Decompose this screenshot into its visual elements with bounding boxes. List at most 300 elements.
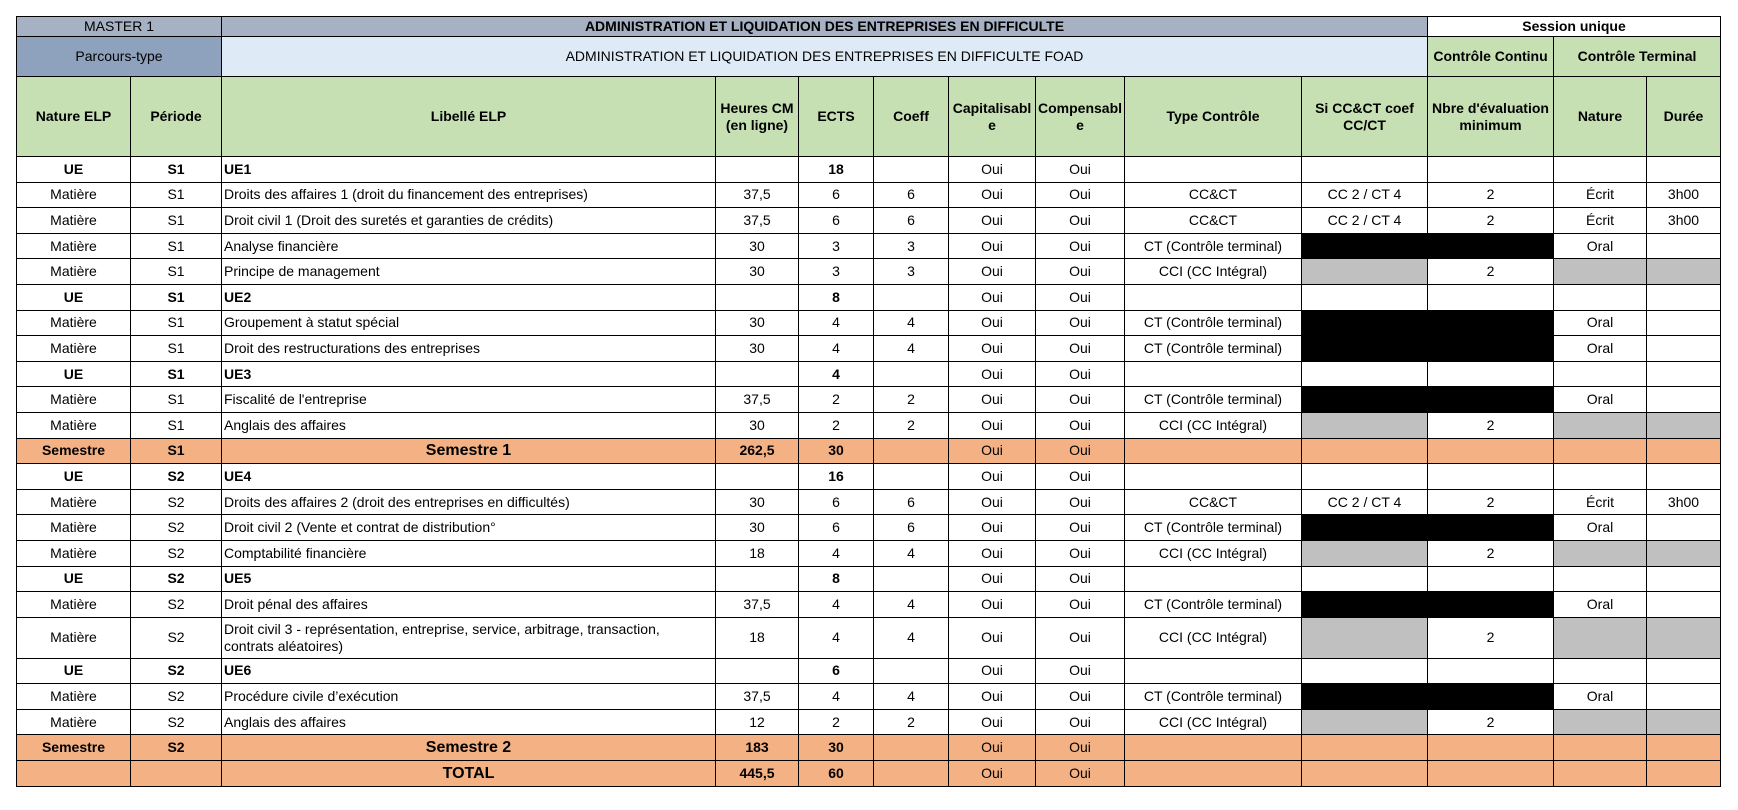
heures-cell: 445,5 (716, 761, 799, 787)
heures-cell: 37,5 (716, 592, 799, 618)
libelle-cell: Anglais des affaires (222, 709, 716, 735)
libelle-cell: Semestre 2 (222, 735, 716, 761)
type-controle-cell: CC&CT (1125, 489, 1302, 515)
nature-cell: Matière (17, 336, 131, 362)
libelle-cell: Procédure civile d’exécution (222, 684, 716, 710)
ects-cell: 6 (799, 208, 874, 234)
capitalisable-cell: Oui (949, 438, 1036, 464)
si-cc-ct-cell (1302, 361, 1428, 387)
nature-cell: Matière (17, 233, 131, 259)
periode-cell: S1 (131, 438, 222, 464)
semestre-row (17, 761, 1721, 787)
ct-nature-cell: Écrit (1554, 489, 1647, 515)
ects-cell: 2 (799, 709, 874, 735)
capitalisable-cell: Oui (949, 566, 1036, 592)
ue-row (17, 658, 1721, 684)
type-controle-cell: CCI (CC Intégral) (1125, 259, 1302, 285)
nature-cell: Matière (17, 515, 131, 541)
periode-cell (131, 761, 222, 787)
coeff-cell: 6 (874, 182, 949, 208)
type-controle-cell (1125, 361, 1302, 387)
matiere-row (17, 617, 1721, 658)
duree-cell (1647, 412, 1721, 438)
libelle-cell: Droits des affaires 2 (droit des entreprises en difficultés) (222, 489, 716, 515)
compensable-cell: Oui (1036, 310, 1125, 336)
capitalisable-cell: Oui (949, 540, 1036, 566)
duree-cell (1647, 540, 1721, 566)
libelle-cell: UE3 (222, 361, 716, 387)
capitalisable-cell: Oui (949, 489, 1036, 515)
heures-cell (716, 361, 799, 387)
duree-cell (1647, 761, 1721, 787)
coeff-cell: 6 (874, 208, 949, 234)
coeff-cell (874, 566, 949, 592)
compensable-cell: Oui (1036, 336, 1125, 362)
coeff-cell (874, 157, 949, 183)
si-cc-ct-cell (1302, 233, 1428, 259)
compensable-cell: Oui (1036, 157, 1125, 183)
si-cc-ct-cell (1302, 387, 1428, 413)
nature-cell: UE (17, 566, 131, 592)
compensable-cell: Oui (1036, 208, 1125, 234)
col-nbre-evaluation: Nbre d'évaluation minimum (1428, 77, 1554, 157)
periode-cell: S2 (131, 515, 222, 541)
coeff-cell (874, 464, 949, 490)
nature-cell: Matière (17, 709, 131, 735)
compensable-cell: Oui (1036, 259, 1125, 285)
col-ct-nature: Nature (1554, 77, 1647, 157)
ct-nature-cell (1554, 566, 1647, 592)
ct-nature-cell (1554, 361, 1647, 387)
si-cc-ct-cell (1302, 438, 1428, 464)
ct-nature-cell (1554, 464, 1647, 490)
nbre-evaluation-cell (1428, 310, 1554, 336)
si-cc-ct-cell (1302, 464, 1428, 490)
ects-cell: 8 (799, 284, 874, 310)
libelle-cell: Droits des affaires 1 (droit du financement des entreprises) (222, 182, 716, 208)
periode-cell: S2 (131, 684, 222, 710)
semestre-row (17, 438, 1721, 464)
ct-nature-cell: Oral (1554, 310, 1647, 336)
capitalisable-cell: Oui (949, 592, 1036, 618)
libelle-cell: Droit civil 1 (Droit des suretés et garanties de crédits) (222, 208, 716, 234)
ct-nature-cell (1554, 157, 1647, 183)
nature-cell: Matière (17, 208, 131, 234)
nature-cell: Matière (17, 617, 131, 658)
ct-nature-cell (1554, 709, 1647, 735)
type-controle-cell: CT (Contrôle terminal) (1125, 233, 1302, 259)
heures-cell (716, 566, 799, 592)
duree-cell (1647, 709, 1721, 735)
periode-cell: S1 (131, 208, 222, 234)
ects-cell: 4 (799, 617, 874, 658)
capitalisable-cell: Oui (949, 157, 1036, 183)
ects-cell: 3 (799, 233, 874, 259)
periode-cell: S2 (131, 617, 222, 658)
duree-cell (1647, 658, 1721, 684)
type-controle-cell (1125, 658, 1302, 684)
nbre-evaluation-cell (1428, 515, 1554, 541)
ct-nature-cell: Oral (1554, 592, 1647, 618)
nature-cell: Matière (17, 182, 131, 208)
heures-cell: 30 (716, 336, 799, 362)
nature-cell: Matière (17, 684, 131, 710)
type-controle-cell: CC&CT (1125, 182, 1302, 208)
nature-cell: Semestre (17, 438, 131, 464)
matiere-row (17, 208, 1721, 234)
nature-cell: UE (17, 284, 131, 310)
ects-cell: 6 (799, 515, 874, 541)
periode-cell: S1 (131, 387, 222, 413)
periode-cell: S2 (131, 464, 222, 490)
nature-cell: UE (17, 361, 131, 387)
duree-cell (1647, 515, 1721, 541)
column-header-row (17, 77, 1721, 157)
si-cc-ct-cell (1302, 735, 1428, 761)
nbre-evaluation-cell (1428, 658, 1554, 684)
heures-cell: 37,5 (716, 182, 799, 208)
libelle-cell: UE6 (222, 658, 716, 684)
heures-cell: 262,5 (716, 438, 799, 464)
ects-cell: 4 (799, 684, 874, 710)
ct-nature-cell (1554, 284, 1647, 310)
ects-cell: 30 (799, 735, 874, 761)
ct-nature-cell (1554, 735, 1647, 761)
duree-cell: 3h00 (1647, 489, 1721, 515)
coeff-cell (874, 761, 949, 787)
duree-cell (1647, 566, 1721, 592)
capitalisable-cell: Oui (949, 259, 1036, 285)
nbre-evaluation-cell (1428, 464, 1554, 490)
ects-cell: 4 (799, 540, 874, 566)
capitalisable-cell: Oui (949, 310, 1036, 336)
heures-cell: 30 (716, 259, 799, 285)
coeff-cell: 4 (874, 336, 949, 362)
compensable-cell: Oui (1036, 515, 1125, 541)
nature-cell: Matière (17, 540, 131, 566)
libelle-cell: UE5 (222, 566, 716, 592)
ct-nature-cell: Oral (1554, 684, 1647, 710)
type-controle-cell: CCI (CC Intégral) (1125, 412, 1302, 438)
periode-cell: S1 (131, 310, 222, 336)
si-cc-ct-cell (1302, 157, 1428, 183)
duree-cell: 3h00 (1647, 182, 1721, 208)
nbre-evaluation-cell: 2 (1428, 412, 1554, 438)
si-cc-ct-cell (1302, 310, 1428, 336)
type-controle-cell (1125, 566, 1302, 592)
ue-row (17, 566, 1721, 592)
compensable-cell: Oui (1036, 761, 1125, 787)
coeff-cell (874, 361, 949, 387)
col-nature: Nature ELP (17, 77, 131, 157)
ct-nature-cell (1554, 658, 1647, 684)
si-cc-ct-cell (1302, 540, 1428, 566)
libelle-cell: Groupement à statut spécial (222, 310, 716, 336)
libelle-cell: Semestre 1 (222, 438, 716, 464)
libelle-cell: Droit pénal des affaires (222, 592, 716, 618)
periode-cell: S2 (131, 592, 222, 618)
ct-nature-cell (1554, 412, 1647, 438)
compensable-cell: Oui (1036, 233, 1125, 259)
ects-cell: 8 (799, 566, 874, 592)
nbre-evaluation-cell: 2 (1428, 617, 1554, 658)
ct-nature-cell (1554, 540, 1647, 566)
nbre-evaluation-cell: 2 (1428, 709, 1554, 735)
ct-nature-cell (1554, 761, 1647, 787)
si-cc-ct-cell (1302, 709, 1428, 735)
matiere-row (17, 684, 1721, 710)
capitalisable-cell: Oui (949, 617, 1036, 658)
col-type-controle: Type Contrôle (1125, 77, 1302, 157)
coeff-cell: 6 (874, 489, 949, 515)
periode-cell: S1 (131, 361, 222, 387)
compensable-cell: Oui (1036, 709, 1125, 735)
libelle-cell: Droit civil 2 (Vente et contrat de distribution° (222, 515, 716, 541)
si-cc-ct-cell (1302, 658, 1428, 684)
si-cc-ct-cell: CC 2 / CT 4 (1302, 182, 1428, 208)
capitalisable-cell: Oui (949, 284, 1036, 310)
matiere-row (17, 387, 1721, 413)
parcours-label: Parcours-type (17, 37, 222, 77)
type-controle-cell: CT (Contrôle terminal) (1125, 387, 1302, 413)
si-cc-ct-cell (1302, 617, 1428, 658)
compensable-cell: Oui (1036, 566, 1125, 592)
duree-cell (1647, 259, 1721, 285)
si-cc-ct-cell (1302, 515, 1428, 541)
ue-row (17, 157, 1721, 183)
duree-cell (1647, 617, 1721, 658)
ects-cell: 18 (799, 157, 874, 183)
nbre-evaluation-cell (1428, 361, 1554, 387)
libelle-cell: UE1 (222, 157, 716, 183)
capitalisable-cell: Oui (949, 336, 1036, 362)
coeff-cell (874, 658, 949, 684)
libelle-cell: UE4 (222, 464, 716, 490)
si-cc-ct-cell (1302, 259, 1428, 285)
nature-cell: Matière (17, 310, 131, 336)
libelle-cell: TOTAL (222, 761, 716, 787)
periode-cell: S2 (131, 735, 222, 761)
col-capitalisable: Capitalisable (949, 77, 1036, 157)
coeff-cell: 4 (874, 684, 949, 710)
col-heures: Heures CM (en ligne) (716, 77, 799, 157)
ects-cell: 6 (799, 489, 874, 515)
coeff-cell (874, 735, 949, 761)
compensable-cell: Oui (1036, 540, 1125, 566)
matiere-row (17, 182, 1721, 208)
type-controle-cell (1125, 438, 1302, 464)
capitalisable-cell: Oui (949, 387, 1036, 413)
capitalisable-cell: Oui (949, 464, 1036, 490)
heures-cell: 30 (716, 233, 799, 259)
type-controle-cell: CCI (CC Intégral) (1125, 617, 1302, 658)
type-controle-cell: CC&CT (1125, 208, 1302, 234)
capitalisable-cell: Oui (949, 684, 1036, 710)
compensable-cell: Oui (1036, 464, 1125, 490)
capitalisable-cell: Oui (949, 761, 1036, 787)
type-controle-cell: CT (Contrôle terminal) (1125, 515, 1302, 541)
heures-cell: 30 (716, 515, 799, 541)
matiere-row (17, 233, 1721, 259)
matiere-row (17, 515, 1721, 541)
ects-cell: 3 (799, 259, 874, 285)
program-title: ADMINISTRATION ET LIQUIDATION DES ENTREPRISES EN DIFFICULTE (222, 17, 1428, 37)
coeff-cell (874, 438, 949, 464)
libelle-cell: Droit des restructurations des entreprises (222, 336, 716, 362)
si-cc-ct-cell (1302, 336, 1428, 362)
nbre-evaluation-cell (1428, 157, 1554, 183)
matiere-row (17, 336, 1721, 362)
capitalisable-cell: Oui (949, 361, 1036, 387)
ue-row (17, 464, 1721, 490)
nature-cell (17, 761, 131, 787)
nature-cell: Matière (17, 259, 131, 285)
duree-cell (1647, 735, 1721, 761)
nature-cell: Semestre (17, 735, 131, 761)
ects-cell: 60 (799, 761, 874, 787)
ct-nature-cell: Oral (1554, 336, 1647, 362)
libelle-cell: Principe de management (222, 259, 716, 285)
heures-cell (716, 284, 799, 310)
compensable-cell: Oui (1036, 284, 1125, 310)
elp-table (16, 16, 1721, 787)
header-row-1 (17, 17, 1721, 37)
compensable-cell: Oui (1036, 735, 1125, 761)
master-cell: MASTER 1 (17, 17, 222, 37)
capitalisable-cell: Oui (949, 412, 1036, 438)
col-libelle: Libellé ELP (222, 77, 716, 157)
type-controle-cell: CT (Contrôle terminal) (1125, 310, 1302, 336)
nbre-evaluation-cell (1428, 387, 1554, 413)
col-compensable: Compensable (1036, 77, 1125, 157)
capitalisable-cell: Oui (949, 208, 1036, 234)
semestre-row (17, 735, 1721, 761)
nbre-evaluation-cell (1428, 336, 1554, 362)
nbre-evaluation-cell: 2 (1428, 208, 1554, 234)
si-cc-ct-cell (1302, 684, 1428, 710)
periode-cell: S1 (131, 233, 222, 259)
nature-cell: UE (17, 658, 131, 684)
matiere-row (17, 310, 1721, 336)
duree-cell (1647, 592, 1721, 618)
matiere-row (17, 540, 1721, 566)
heures-cell: 30 (716, 489, 799, 515)
compensable-cell: Oui (1036, 684, 1125, 710)
si-cc-ct-cell (1302, 761, 1428, 787)
coeff-cell: 2 (874, 387, 949, 413)
si-cc-ct-cell (1302, 284, 1428, 310)
type-controle-cell (1125, 761, 1302, 787)
periode-cell: S2 (131, 709, 222, 735)
ct-nature-cell (1554, 259, 1647, 285)
compensable-cell: Oui (1036, 658, 1125, 684)
controle-continu-header: Contrôle Continu (1428, 37, 1554, 77)
libelle-cell: Anglais des affaires (222, 412, 716, 438)
periode-cell: S1 (131, 157, 222, 183)
matiere-row (17, 259, 1721, 285)
ects-cell: 4 (799, 310, 874, 336)
coeff-cell: 4 (874, 310, 949, 336)
capitalisable-cell: Oui (949, 182, 1036, 208)
coeff-cell: 3 (874, 259, 949, 285)
nature-cell: Matière (17, 592, 131, 618)
coeff-cell: 3 (874, 233, 949, 259)
duree-cell (1647, 361, 1721, 387)
libelle-cell: Analyse financière (222, 233, 716, 259)
coeff-cell: 4 (874, 617, 949, 658)
coeff-cell: 4 (874, 540, 949, 566)
duree-cell (1647, 310, 1721, 336)
compensable-cell: Oui (1036, 592, 1125, 618)
ue-row (17, 284, 1721, 310)
libelle-cell: UE2 (222, 284, 716, 310)
coeff-cell: 2 (874, 709, 949, 735)
ct-nature-cell: Oral (1554, 387, 1647, 413)
ct-nature-cell (1554, 438, 1647, 464)
periode-cell: S1 (131, 412, 222, 438)
periode-cell: S1 (131, 336, 222, 362)
type-controle-cell: CCI (CC Intégral) (1125, 540, 1302, 566)
ue-row (17, 361, 1721, 387)
ects-cell: 30 (799, 438, 874, 464)
type-controle-cell: CCI (CC Intégral) (1125, 709, 1302, 735)
col-periode: Période (131, 77, 222, 157)
nbre-evaluation-cell (1428, 684, 1554, 710)
duree-cell (1647, 233, 1721, 259)
type-controle-cell: CT (Contrôle terminal) (1125, 336, 1302, 362)
nbre-evaluation-cell (1428, 735, 1554, 761)
type-controle-cell (1125, 284, 1302, 310)
ct-nature-cell: Écrit (1554, 208, 1647, 234)
duree-cell (1647, 284, 1721, 310)
heures-cell: 37,5 (716, 387, 799, 413)
compensable-cell: Oui (1036, 361, 1125, 387)
heures-cell: 183 (716, 735, 799, 761)
periode-cell: S1 (131, 284, 222, 310)
ects-cell: 4 (799, 592, 874, 618)
duree-cell (1647, 387, 1721, 413)
compensable-cell: Oui (1036, 489, 1125, 515)
ects-cell: 4 (799, 361, 874, 387)
heures-cell: 18 (716, 540, 799, 566)
ects-cell: 6 (799, 658, 874, 684)
compensable-cell: Oui (1036, 182, 1125, 208)
type-controle-cell: CT (Contrôle terminal) (1125, 592, 1302, 618)
heures-cell: 30 (716, 310, 799, 336)
nature-cell: UE (17, 464, 131, 490)
heures-cell (716, 157, 799, 183)
type-controle-cell: CT (Contrôle terminal) (1125, 684, 1302, 710)
controle-terminal-header: Contrôle Terminal (1554, 37, 1721, 77)
nature-cell: UE (17, 157, 131, 183)
type-controle-cell (1125, 464, 1302, 490)
duree-cell (1647, 464, 1721, 490)
ects-cell: 2 (799, 412, 874, 438)
nbre-evaluation-cell: 2 (1428, 540, 1554, 566)
heures-cell: 12 (716, 709, 799, 735)
capitalisable-cell: Oui (949, 515, 1036, 541)
nbre-evaluation-cell (1428, 284, 1554, 310)
si-cc-ct-cell: CC 2 / CT 4 (1302, 208, 1428, 234)
session-cell: Session unique (1428, 17, 1721, 37)
heures-cell: 18 (716, 617, 799, 658)
si-cc-ct-cell (1302, 592, 1428, 618)
periode-cell: S2 (131, 489, 222, 515)
heures-cell: 37,5 (716, 208, 799, 234)
matiere-row (17, 412, 1721, 438)
coeff-cell: 4 (874, 592, 949, 618)
type-controle-cell (1125, 735, 1302, 761)
